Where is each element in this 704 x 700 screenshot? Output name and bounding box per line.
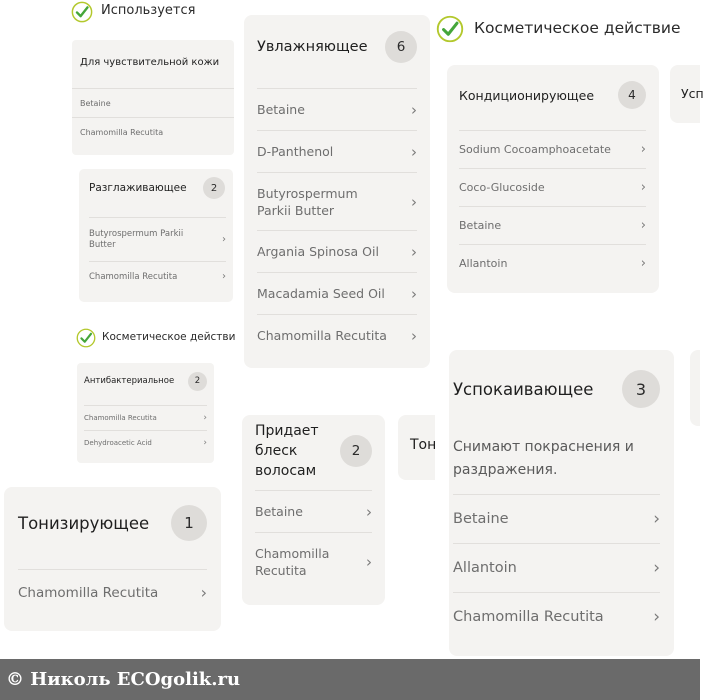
ingredient-name: Butyrospermum Parkii Butter — [89, 228, 184, 250]
ingredient-row[interactable] — [257, 130, 417, 172]
check-circle-icon — [436, 15, 464, 43]
chevron-right-icon: › — [640, 256, 646, 271]
ingredient-row[interactable] — [453, 592, 660, 641]
ingredient-name: Betaine — [80, 98, 111, 108]
count-badge: 6 — [385, 31, 417, 63]
ingredient-name: Chamomilla Recutita — [18, 584, 159, 601]
section-heading-cosmetic-small: Косметическое действи — [102, 331, 236, 343]
ingredient-name: Allantoin — [459, 257, 508, 270]
ingredient-name: Argania Spinosa Oil — [257, 244, 379, 259]
ingredient-row[interactable] — [84, 430, 207, 455]
ingredient-row[interactable] — [18, 569, 207, 615]
chevron-right-icon: › — [203, 438, 207, 448]
chevron-right-icon: › — [411, 192, 417, 211]
ingredient-row[interactable] — [72, 88, 234, 117]
card-sensitive-skin — [72, 40, 234, 155]
ingredient-name: Betaine — [255, 504, 303, 519]
count-badge: 2 — [188, 372, 207, 391]
chevron-right-icon: › — [411, 242, 417, 261]
card-title-text: Кондиционирующее — [459, 87, 595, 103]
ingredient-row[interactable] — [459, 130, 646, 168]
section-heading-cosmetic: Косметическое действие — [474, 19, 681, 37]
card-smoothing — [79, 169, 233, 302]
ingredient-name: Chamomilla Recutita — [453, 609, 604, 625]
check-circle-icon — [71, 1, 93, 23]
card-title — [449, 370, 674, 408]
ingredient-name: Chamomilla Recutita — [84, 414, 157, 422]
chevron-right-icon: › — [366, 552, 372, 571]
chevron-right-icon: › — [653, 558, 660, 578]
count-badge: 2 — [203, 177, 225, 199]
chevron-right-icon: › — [222, 271, 226, 282]
card-title-text: Тон — [410, 437, 437, 453]
chevron-right-icon: › — [411, 284, 417, 303]
ingredient-row[interactable] — [89, 217, 226, 261]
card-title — [72, 54, 234, 70]
chevron-right-icon: › — [366, 502, 372, 521]
card-title-text: Антибактериальное — [84, 376, 175, 386]
ingredient-name: Betaine — [257, 102, 305, 117]
card-title — [244, 31, 430, 63]
ingredient-name: Coco-Glucoside — [459, 181, 545, 194]
chevron-right-icon: › — [200, 583, 207, 602]
ingredient-row[interactable] — [257, 172, 417, 230]
ingredient-name: Chamomilla Recutita — [255, 545, 330, 578]
ingredient-row[interactable] — [459, 168, 646, 206]
card-partial-toning — [398, 415, 435, 480]
ingredient-row[interactable] — [72, 117, 234, 146]
card-antibacterial — [77, 363, 214, 463]
card-title-text: Увлажняющее — [257, 39, 368, 55]
chevron-right-icon: › — [411, 142, 417, 161]
ingredient-row[interactable] — [255, 490, 372, 532]
card-title — [79, 177, 233, 199]
ingredient-name: D-Panthenol — [257, 144, 334, 159]
ingredient-name: Macadamia Seed Oil — [257, 286, 385, 301]
card-toning — [4, 487, 221, 631]
chevron-right-icon: › — [222, 234, 226, 245]
watermark-bar — [0, 659, 700, 700]
chevron-right-icon: › — [653, 509, 660, 529]
ingredient-row[interactable] — [257, 230, 417, 272]
check-circle-icon — [76, 328, 96, 348]
ingredient-name: Allantoin — [453, 560, 517, 576]
card-title-text: Тонизирующее — [18, 513, 150, 533]
card-conditioning — [447, 65, 659, 293]
card-title — [77, 371, 214, 391]
chevron-right-icon: › — [640, 218, 646, 233]
ingredient-name: Sodium Cocoamphoacetate — [459, 143, 611, 156]
ingredient-row[interactable] — [459, 206, 646, 244]
card-title-text: Для чувствительной кожи — [80, 56, 220, 68]
ingredient-row[interactable] — [84, 405, 207, 430]
ingredient-row[interactable] — [257, 272, 417, 314]
card-title-text: Придает блеск волосам — [255, 423, 319, 479]
ingredient-name: Dehydroacetic Acid — [84, 439, 152, 447]
card-soothing — [449, 350, 674, 656]
ingredient-row[interactable] — [89, 261, 226, 291]
chevron-right-icon: › — [411, 326, 417, 345]
section-heading-used: Используется — [101, 3, 196, 18]
ingredient-name: Chamomilla Recutita — [257, 328, 387, 343]
ingredient-row[interactable] — [453, 543, 660, 592]
card-title-text: Разглаживающее — [89, 182, 187, 194]
card-hair-shine — [242, 415, 385, 605]
chevron-right-icon: › — [411, 100, 417, 119]
ingredient-row[interactable] — [257, 88, 417, 130]
ingredient-name: Chamomilla Recutita — [89, 271, 178, 282]
ingredient-row[interactable] — [453, 494, 660, 543]
count-badge: 3 — [622, 370, 660, 408]
ingredient-name: Betaine — [453, 511, 509, 527]
chevron-right-icon: › — [653, 607, 660, 627]
watermark-text: © Николь ECOgolik.ru — [6, 669, 241, 690]
chevron-right-icon: › — [640, 142, 646, 157]
ingredient-row[interactable] — [459, 244, 646, 282]
ingredient-row[interactable] — [257, 314, 417, 356]
card-partial-soothing — [670, 65, 704, 123]
ingredient-name: Butyrospermum Parkii Butter — [257, 185, 358, 218]
ingredient-name: Betaine — [459, 219, 502, 232]
card-title — [447, 81, 659, 109]
count-badge: 4 — [618, 81, 646, 109]
card-moisturizing — [244, 15, 430, 368]
card-title — [242, 421, 385, 481]
card-title — [4, 505, 221, 541]
count-badge: 1 — [171, 505, 207, 541]
ingredient-name: Chamomilla Recutita — [80, 127, 164, 137]
card-title-text: Успокаивающее — [453, 379, 594, 399]
chevron-right-icon: › — [640, 180, 646, 195]
card-description: Снимают покраснения и раздражения. — [453, 439, 634, 478]
ingredient-row[interactable] — [255, 532, 372, 590]
card-title-text: Усп — [681, 86, 704, 101]
chevron-right-icon: › — [203, 413, 207, 423]
card-partial-sliver — [690, 350, 700, 426]
count-badge: 2 — [340, 435, 372, 467]
